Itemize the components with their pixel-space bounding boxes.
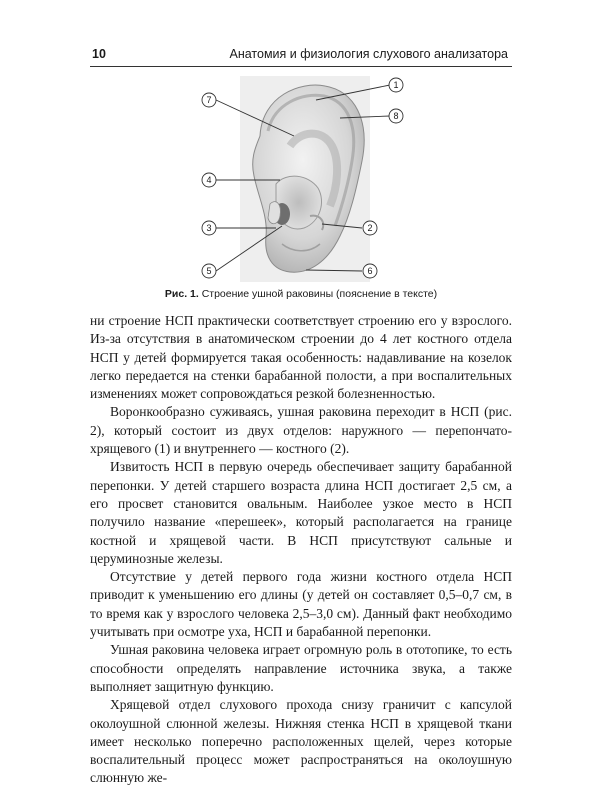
body-text xyxy=(90,312,512,788)
callout-label-1: 1 xyxy=(393,80,399,90)
figure-caption xyxy=(90,288,512,300)
callout-label-5: 5 xyxy=(206,266,212,276)
paragraph: ни строение НСП практически соответствует строению его у взрослого. Из-за отсутствия в анатомическом строении до 4 лет костного отдела НСП у детей формируется такая особенность: надавливание на козелок легко передается на стенки барабанной полости, а при воспалительных изменениях может сопровождаться резкой болезненностью. xyxy=(90,313,512,402)
running-title: Анатомия и физиология слухового анализатора xyxy=(229,47,508,61)
caption-label: Рис. 1. xyxy=(164,288,199,300)
callout-label-4: 4 xyxy=(206,175,212,185)
paragraph: Воронкообразно суживаясь, ушная раковина переходит в НСП (рис. 2), который состоит из двух отделов: наружного — перепончато-хрящевого (1) и внутреннего — костного (2). xyxy=(90,404,512,457)
callout-label-6: 6 xyxy=(367,266,373,276)
paragraph: Отсутствие у детей первого года жизни костного отдела НСП приводит к уменьшению его длины (у детей он составляет 0,5–0,7 см, в то время как у взрослого человека 2,5–3,0 см). Данный факт необходимо учитывать при осмотре уха, НСП и барабанной перепонки. xyxy=(90,569,512,640)
paragraph: Ушная раковина человека играет огромную роль в ототопике, то есть способности определять направление источника звука, а также выполняет защитную функцию. xyxy=(90,642,512,694)
ear-illustration xyxy=(190,76,412,282)
callout-label-7: 7 xyxy=(206,95,212,105)
paragraph: Извитость НСП в первую очередь обеспечивает защиту барабанной перепонки. У детей старшего возраста длина НСП достигает 2,5 см, а его просвет становится овальным. Наиболее узкое место в НСП получило название «перешеек», который располагается на границе костной и хрящевой части. В НСП присутствуют сальные и церуминозные железы. xyxy=(90,459,512,566)
ear-figure xyxy=(190,76,412,282)
caption-text: Строение ушной раковины (пояснение в тексте) xyxy=(198,288,438,300)
callout-label-2: 2 xyxy=(367,223,373,233)
callout-label-3: 3 xyxy=(206,223,212,233)
page-number: 10 xyxy=(92,47,106,61)
callout-label-8: 8 xyxy=(393,111,399,121)
paragraph: Хрящевой отдел слухового прохода снизу граничит с капсулой околоушной слюнной железы. Нижняя стенка НСП в хрящевой ткани имеет несколько поперечно расположенных щелей, через которые воспалительный процесс может распространяться на околоушную слюнную же- xyxy=(90,697,512,786)
page-header xyxy=(90,46,512,67)
